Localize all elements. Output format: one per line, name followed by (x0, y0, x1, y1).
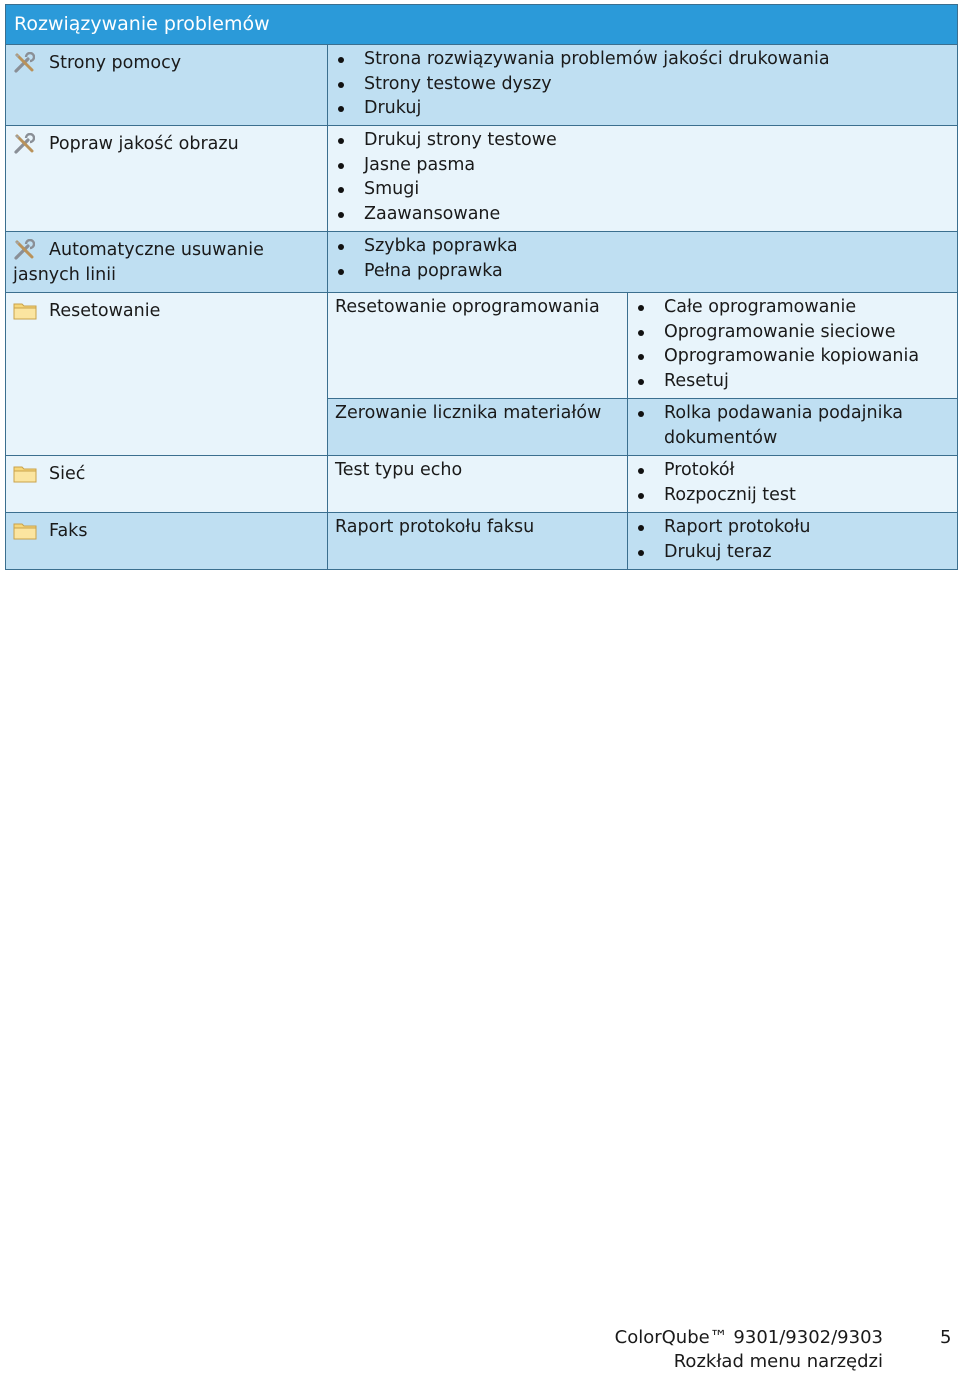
menu-item-label: Popraw jakość obrazu (49, 134, 239, 154)
menu-item-label: Faks (49, 521, 88, 541)
menu-item-cell (6, 45, 328, 126)
footer-doc-title: Rozkład menu narzędzi (673, 1351, 883, 1372)
menu-item-label: Strony pomocy (49, 53, 182, 73)
list-item: Strony testowe dyszy (335, 72, 951, 97)
tools-icon (13, 133, 35, 163)
options-list (635, 515, 951, 564)
list-item: Protokół (635, 458, 951, 483)
options-cell (328, 126, 958, 232)
table-title: Rozwiązywanie problemów (6, 5, 958, 45)
table-row (6, 293, 958, 399)
menu-item-label: Automatyczne usuwanie jasnych linii (13, 240, 264, 285)
table-row (6, 45, 958, 126)
list-item: Rozpocznij test (635, 483, 951, 508)
submenu-cell (328, 456, 628, 513)
menu-item-cell (6, 293, 328, 456)
submenu-label: Zerowanie licznika materiałów (335, 403, 602, 423)
options-list (635, 458, 951, 507)
menu-item-cell (6, 513, 328, 570)
submenu-label: Resetowanie oprogramowania (335, 297, 600, 317)
list-item: Zaawansowane (335, 202, 951, 227)
options-list (335, 47, 951, 121)
options-list (635, 295, 951, 393)
list-item: Strona rozwiązywania problemów jakości drukowania (335, 47, 951, 72)
options-list (635, 401, 951, 450)
troubleshooting-menu-table (5, 4, 958, 570)
table-row (6, 232, 958, 293)
list-item: Drukuj (335, 96, 951, 121)
page-number: 5 (940, 1327, 952, 1348)
list-item: Całe oprogramowanie (635, 295, 951, 320)
submenu-label: Raport protokołu faksu (335, 517, 535, 537)
list-item: Szybka poprawka (335, 234, 951, 259)
menu-item-cell (6, 456, 328, 513)
tools-icon (13, 52, 35, 82)
submenu-cell (328, 293, 628, 399)
list-item: Raport protokołu (635, 515, 951, 540)
tools-icon (13, 239, 35, 269)
options-cell (628, 399, 958, 456)
options-cell (628, 293, 958, 399)
folder-icon (13, 300, 37, 328)
table-row (6, 126, 958, 232)
list-item: Oprogramowanie kopiowania (635, 344, 951, 369)
list-item: Rolka podawania podajnika dokumentów (635, 401, 951, 450)
list-item: Pełna poprawka (335, 259, 951, 284)
options-cell (628, 513, 958, 570)
folder-icon (13, 463, 37, 491)
options-cell (328, 232, 958, 293)
table-header-row (6, 5, 958, 45)
options-cell (328, 45, 958, 126)
list-item: Jasne pasma (335, 153, 951, 178)
list-item: Drukuj teraz (635, 540, 951, 565)
footer-product: ColorQube™ 9301/9302/9303 (614, 1327, 883, 1348)
table-row (6, 513, 958, 570)
list-item: Oprogramowanie sieciowe (635, 320, 951, 345)
submenu-cell (328, 513, 628, 570)
menu-item-cell (6, 232, 328, 293)
submenu-label: Test typu echo (335, 460, 463, 480)
submenu-cell (328, 399, 628, 456)
menu-item-label: Resetowanie (49, 301, 161, 321)
list-item: Smugi (335, 177, 951, 202)
list-item: Resetuj (635, 369, 951, 394)
folder-icon (13, 520, 37, 548)
menu-item-label: Sieć (49, 464, 86, 484)
table-row (6, 456, 958, 513)
options-list (335, 234, 951, 283)
options-cell (628, 456, 958, 513)
options-list (335, 128, 951, 226)
list-item: Drukuj strony testowe (335, 128, 951, 153)
menu-item-cell (6, 126, 328, 232)
